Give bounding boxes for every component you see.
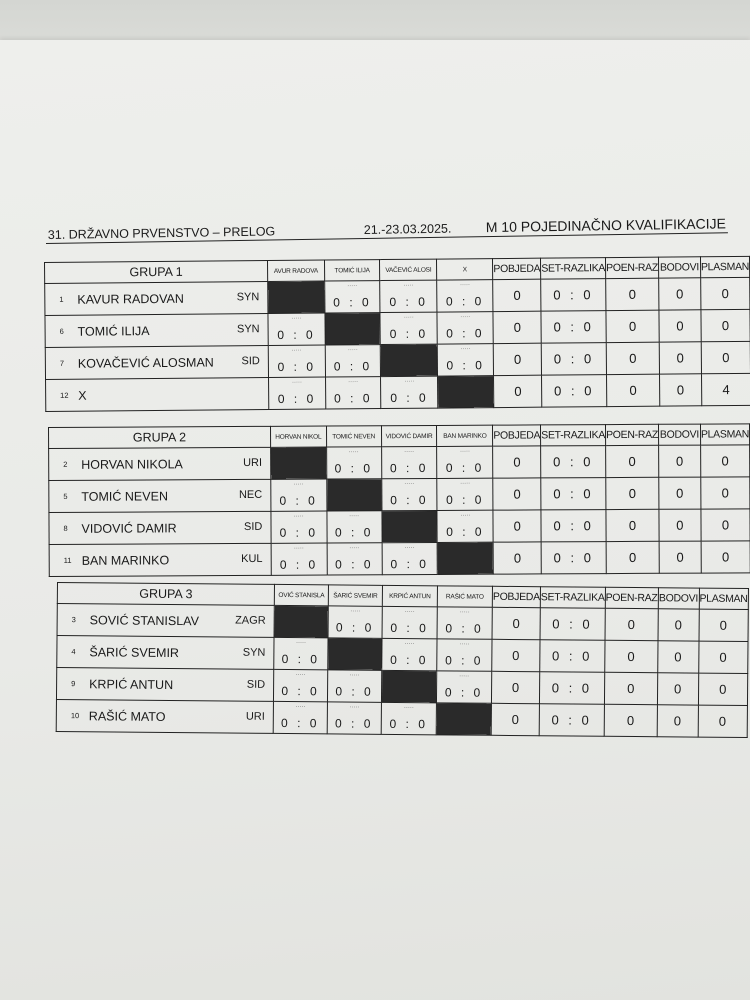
match-score-cell: ····· 0 : 0 [327, 543, 382, 575]
points-value: 0 [659, 509, 701, 541]
tournament-category: M 10 POJEDINAČNO KVALIFIKACIJE [485, 215, 727, 236]
match-score: 0 : 0 [389, 326, 429, 341]
match-score: 0 : 0 [279, 493, 318, 508]
match-score: 0 : 0 [445, 460, 485, 475]
set-diff-value: 0 : 0 [541, 542, 606, 574]
match-score: 0 : 0 [390, 493, 429, 508]
match-score: 0 : 0 [334, 525, 374, 540]
player-name: ŠARIĆ SVEMIR [89, 645, 180, 661]
match-score-cell: ····· 0 : 0 [382, 638, 437, 670]
tournament-date: 21.-23.03.2025. [363, 221, 452, 238]
player-number: 11 [63, 555, 72, 565]
opponent-header: BAN MARINKO [437, 425, 493, 446]
match-score-cell: ····· 0 : 0 [382, 606, 437, 638]
player-number: 8 [63, 523, 68, 533]
point-diff-value: 0 [606, 445, 659, 477]
match-score: 0 : 0 [445, 294, 485, 309]
player-cell [49, 543, 271, 576]
wins-value: 0 [493, 279, 541, 311]
player-club: ZAGR [235, 614, 266, 627]
player-cell [45, 346, 268, 380]
points-value: 0 [659, 541, 701, 573]
stat-header-placement: PLASMAN [700, 256, 749, 277]
set-diff-value: 0 : 0 [539, 704, 604, 737]
wins-value: 0 [492, 607, 540, 639]
point-diff-value: 0 [605, 608, 658, 640]
placement-value: 0 [699, 609, 748, 641]
opponent-header: X [437, 259, 493, 280]
stat-header-placement: PLASMAN [700, 424, 749, 445]
player-cell [56, 699, 273, 733]
match-score: 0 : 0 [389, 461, 429, 476]
point-diff-value: 0 [606, 342, 659, 374]
self-match-cell [270, 447, 326, 479]
match-score-cell: ····· 0 : 0 [328, 606, 382, 638]
points-value: 0 [658, 609, 699, 641]
player-club: SYN [236, 291, 260, 304]
opponent-header: OVIĆ STANISLA [274, 584, 328, 605]
match-score-cell: ····· 0 : 0 [268, 313, 325, 345]
player-cell [46, 378, 269, 412]
opponent-header: VAČEVIĆ ALOSI [380, 259, 437, 280]
player-row [49, 509, 750, 545]
match-score-cell: ····· 0 : 0 [437, 478, 493, 510]
match-score: 0 : 0 [277, 327, 316, 342]
match-score: 0 : 0 [279, 525, 319, 540]
player-club: NEC [238, 488, 263, 502]
points-value: 0 [659, 374, 701, 406]
match-score-cell: ····· 0 : 0 [437, 280, 493, 312]
opponent-header: VIDOVIĆ DAMIR [381, 425, 437, 446]
group-2-table [48, 423, 750, 577]
match-score: 0 : 0 [446, 326, 485, 341]
match-score-cell: ····· 0 : 0 [274, 637, 328, 669]
match-score-cell: ····· 0 : 0 [273, 701, 327, 733]
match-score-cell: ····· 0 : 0 [271, 511, 327, 543]
player-row [49, 477, 750, 513]
set-diff-value: 0 : 0 [542, 375, 607, 408]
player-club: SYN [236, 323, 260, 336]
match-score: 0 : 0 [281, 715, 320, 731]
player-number: 10 [70, 711, 80, 721]
wins-value: 0 [491, 671, 539, 703]
wins-value: 0 [493, 446, 541, 478]
match-score-cell: ····· 0 : 0 [382, 542, 438, 574]
match-score-cell: ····· 0 : 0 [273, 669, 327, 701]
point-diff-value: 0 [606, 541, 659, 573]
match-score: 0 : 0 [277, 359, 317, 374]
set-diff-value: 0 : 0 [540, 608, 605, 641]
placement-value: 0 [698, 673, 747, 705]
match-score-cell: ····· 0 : 0 [381, 478, 437, 510]
match-score-cell: ····· 0 : 0 [326, 447, 381, 479]
points-value: 0 [659, 310, 701, 342]
set-diff-value: 0 : 0 [541, 478, 606, 510]
stat-header-point-diff: POEN-RAZ [606, 257, 659, 278]
points-value: 0 [659, 278, 701, 310]
player-number: 12 [60, 390, 69, 400]
match-score-cell: ····· 0 : 0 [380, 280, 437, 312]
match-score-cell: ····· 0 : 0 [436, 671, 491, 703]
player-name: KOVAČEVIĆ ALOSMAN [77, 355, 214, 371]
wins-value: 0 [493, 311, 541, 343]
player-row [56, 699, 747, 737]
placement-value: 0 [701, 309, 750, 341]
match-score: 0 : 0 [281, 683, 320, 699]
point-diff-value: 0 [606, 310, 659, 342]
stat-header-set-diff: SET-RAZLIKA [540, 587, 605, 609]
self-match-cell [381, 510, 437, 542]
opponent-header: KRPIĆ ANTUN [382, 585, 437, 606]
match-score-cell: ····· 0 : 0 [381, 376, 438, 408]
match-score: 0 : 0 [445, 621, 484, 636]
match-score-cell: ····· 0 : 0 [381, 446, 437, 478]
player-name: TOMIĆ NEVEN [81, 489, 168, 504]
match-score-cell: ····· 0 : 0 [437, 639, 492, 671]
player-name: HORVAN NIKOLA [81, 457, 183, 472]
set-diff-value: 0 : 0 [541, 279, 606, 312]
match-score: 0 : 0 [279, 557, 319, 572]
player-number: 2 [63, 459, 68, 469]
stat-header-wins: POBJEDA [493, 425, 541, 446]
stat-header-points: BODOVI [658, 588, 699, 609]
opponent-header: AVUR RADOVA [267, 260, 324, 281]
match-score-cell: ····· 0 : 0 [327, 702, 381, 734]
match-score-cell: ····· 0 : 0 [437, 344, 493, 376]
match-score-cell: ····· 0 : 0 [271, 479, 327, 511]
group-name: GRUPA 3 [57, 583, 274, 606]
player-name: SOVIĆ STANISLAV [89, 613, 200, 629]
player-cell [45, 282, 268, 316]
opponent-header: TOMIĆ NEVEN [326, 426, 381, 447]
match-score: 0 : 0 [446, 358, 485, 373]
point-diff-value: 0 [607, 374, 660, 406]
match-score: 0 : 0 [281, 651, 321, 667]
match-score: 0 : 0 [335, 684, 374, 699]
group-3-table [56, 582, 749, 738]
player-cell [45, 314, 268, 348]
wins-value: 0 [494, 375, 542, 407]
set-diff-value: 0 : 0 [540, 640, 605, 673]
stat-header-points: BODOVI [658, 424, 700, 445]
player-name: RAŠIĆ MATO [88, 709, 166, 724]
match-score: 0 : 0 [389, 716, 429, 732]
placement-value: 0 [701, 541, 750, 573]
self-match-cell [438, 376, 494, 408]
player-club: URI [245, 710, 265, 723]
placement-value: 0 [701, 477, 750, 509]
match-score: 0 : 0 [335, 716, 374, 731]
match-score: 0 : 0 [446, 492, 485, 507]
points-value: 0 [657, 705, 698, 737]
stat-header-point-diff: POEN-RAZ [605, 587, 658, 608]
player-cell [49, 479, 271, 512]
points-value: 0 [658, 445, 700, 477]
player-row [46, 373, 750, 411]
self-match-cell [328, 638, 382, 670]
player-cell [49, 511, 271, 544]
stat-header-placement: PLASMAN [699, 588, 748, 609]
match-score: 0 : 0 [334, 461, 374, 476]
player-number: 4 [71, 647, 76, 657]
wins-value: 0 [494, 343, 542, 375]
match-score-cell: ····· 0 : 0 [437, 607, 492, 639]
match-score-cell: ····· 0 : 0 [437, 446, 493, 478]
stat-header-points: BODOVI [658, 257, 700, 278]
player-row [49, 445, 750, 481]
match-score: 0 : 0 [446, 524, 485, 539]
match-score-cell: ····· 0 : 0 [271, 543, 327, 575]
group-name: GRUPA 1 [45, 261, 268, 284]
player-number: 9 [71, 679, 76, 689]
points-value: 0 [657, 673, 698, 705]
opponent-header: TOMIĆ ILIJA [324, 260, 380, 281]
player-name: KRPIĆ ANTUN [89, 677, 174, 693]
placement-value: 0 [701, 509, 750, 541]
match-score-cell: ····· 0 : 0 [324, 281, 380, 313]
player-cell [57, 604, 274, 638]
set-diff-value: 0 : 0 [541, 311, 606, 344]
player-club: SID [241, 355, 260, 368]
player-number: 7 [59, 358, 65, 368]
placement-value: 0 [700, 445, 749, 477]
match-score-cell: ····· 0 : 0 [269, 377, 326, 409]
player-name: KAVUR RADOVAN [77, 291, 184, 307]
group-name: GRUPA 2 [49, 426, 271, 448]
match-score-cell: ····· 0 : 0 [437, 510, 493, 542]
stat-header-set-diff: SET-RAZLIKA [541, 258, 606, 280]
self-match-cell [274, 605, 328, 637]
match-score: 0 : 0 [390, 390, 429, 405]
point-diff-value: 0 [604, 672, 657, 704]
self-match-cell [326, 479, 381, 511]
player-cell [49, 447, 271, 480]
player-name: TOMIĆ ILIJA [77, 324, 150, 339]
group-1-table [44, 256, 750, 412]
match-score: 0 : 0 [390, 620, 429, 636]
wins-value: 0 [493, 478, 541, 510]
set-diff-value: 0 : 0 [541, 510, 606, 542]
wins-value: 0 [493, 510, 541, 542]
player-club: KUL [241, 552, 263, 565]
match-score: 0 : 0 [390, 557, 429, 572]
self-match-cell [381, 670, 436, 702]
match-score: 0 : 0 [333, 359, 373, 374]
player-row [49, 541, 750, 577]
match-score: 0 : 0 [335, 620, 375, 635]
match-score: 0 : 0 [389, 294, 428, 309]
point-diff-value: 0 [606, 477, 659, 509]
match-score: 0 : 0 [333, 295, 372, 310]
set-diff-value: 0 : 0 [541, 343, 606, 376]
match-score: 0 : 0 [390, 652, 429, 668]
stat-header-wins: POBJEDA [493, 258, 541, 279]
player-club: URI [243, 456, 263, 469]
stat-header-point-diff: POEN-RAZ [606, 424, 659, 445]
self-match-cell [438, 542, 494, 574]
player-number: 3 [71, 615, 76, 625]
wins-value: 0 [491, 703, 539, 735]
player-name: BAN MARINKO [81, 553, 170, 568]
match-score-cell: ····· 0 : 0 [327, 511, 382, 543]
self-match-cell [436, 703, 491, 735]
match-score-cell: ····· 0 : 0 [327, 670, 381, 702]
stat-header-set-diff: SET-RAZLIKA [541, 425, 606, 446]
opponent-header: RAŠIĆ MATO [437, 586, 492, 607]
placement-value: 0 [701, 341, 750, 373]
opponent-header: HORVAN NIKOL [270, 426, 326, 447]
point-diff-value: 0 [606, 278, 659, 310]
match-score-cell: ····· 0 : 0 [381, 702, 436, 734]
points-value: 0 [659, 477, 701, 509]
player-number: 1 [59, 294, 64, 304]
tournament-title: 31. DRŽAVNO PRVENSTVO – PRELOG [47, 224, 276, 242]
match-score-cell: ····· 0 : 0 [325, 345, 381, 377]
points-value: 0 [657, 641, 698, 673]
stat-header-wins: POBJEDA [492, 586, 540, 607]
self-match-cell [325, 313, 381, 345]
placement-value: 4 [701, 373, 750, 405]
points-value: 0 [659, 342, 701, 374]
self-match-cell [268, 281, 325, 313]
point-diff-value: 0 [604, 640, 657, 672]
player-club: SID [243, 520, 263, 533]
match-score: 0 : 0 [335, 557, 374, 572]
match-score: 0 : 0 [277, 391, 317, 406]
player-number: 6 [59, 326, 64, 336]
match-score-cell: ····· 0 : 0 [268, 345, 325, 377]
match-score-cell: ····· 0 : 0 [325, 377, 381, 409]
player-number: 5 [63, 491, 68, 501]
placement-value: 0 [698, 641, 747, 673]
set-diff-value: 0 : 0 [539, 672, 604, 705]
match-score: 0 : 0 [445, 653, 484, 668]
match-score-cell: ····· 0 : 0 [380, 312, 437, 344]
point-diff-value: 0 [604, 704, 657, 736]
set-diff-value: 0 : 0 [541, 446, 606, 478]
player-name: X [78, 388, 87, 403]
wins-value: 0 [493, 542, 541, 574]
player-cell [57, 636, 274, 670]
self-match-cell [381, 344, 438, 376]
match-score: 0 : 0 [444, 685, 484, 700]
player-club: SYN [242, 646, 266, 659]
player-cell [56, 668, 273, 702]
opponent-header: ŠARIĆ SVEMIR [328, 585, 382, 606]
placement-value: 0 [701, 277, 750, 309]
match-score-cell: ····· 0 : 0 [437, 312, 493, 344]
match-score: 0 : 0 [334, 391, 373, 406]
wins-value: 0 [492, 639, 540, 671]
player-club: SID [246, 678, 266, 691]
player-name: VIDOVIĆ DAMIR [81, 521, 177, 536]
point-diff-value: 0 [606, 509, 659, 541]
placement-value: 0 [698, 705, 747, 737]
